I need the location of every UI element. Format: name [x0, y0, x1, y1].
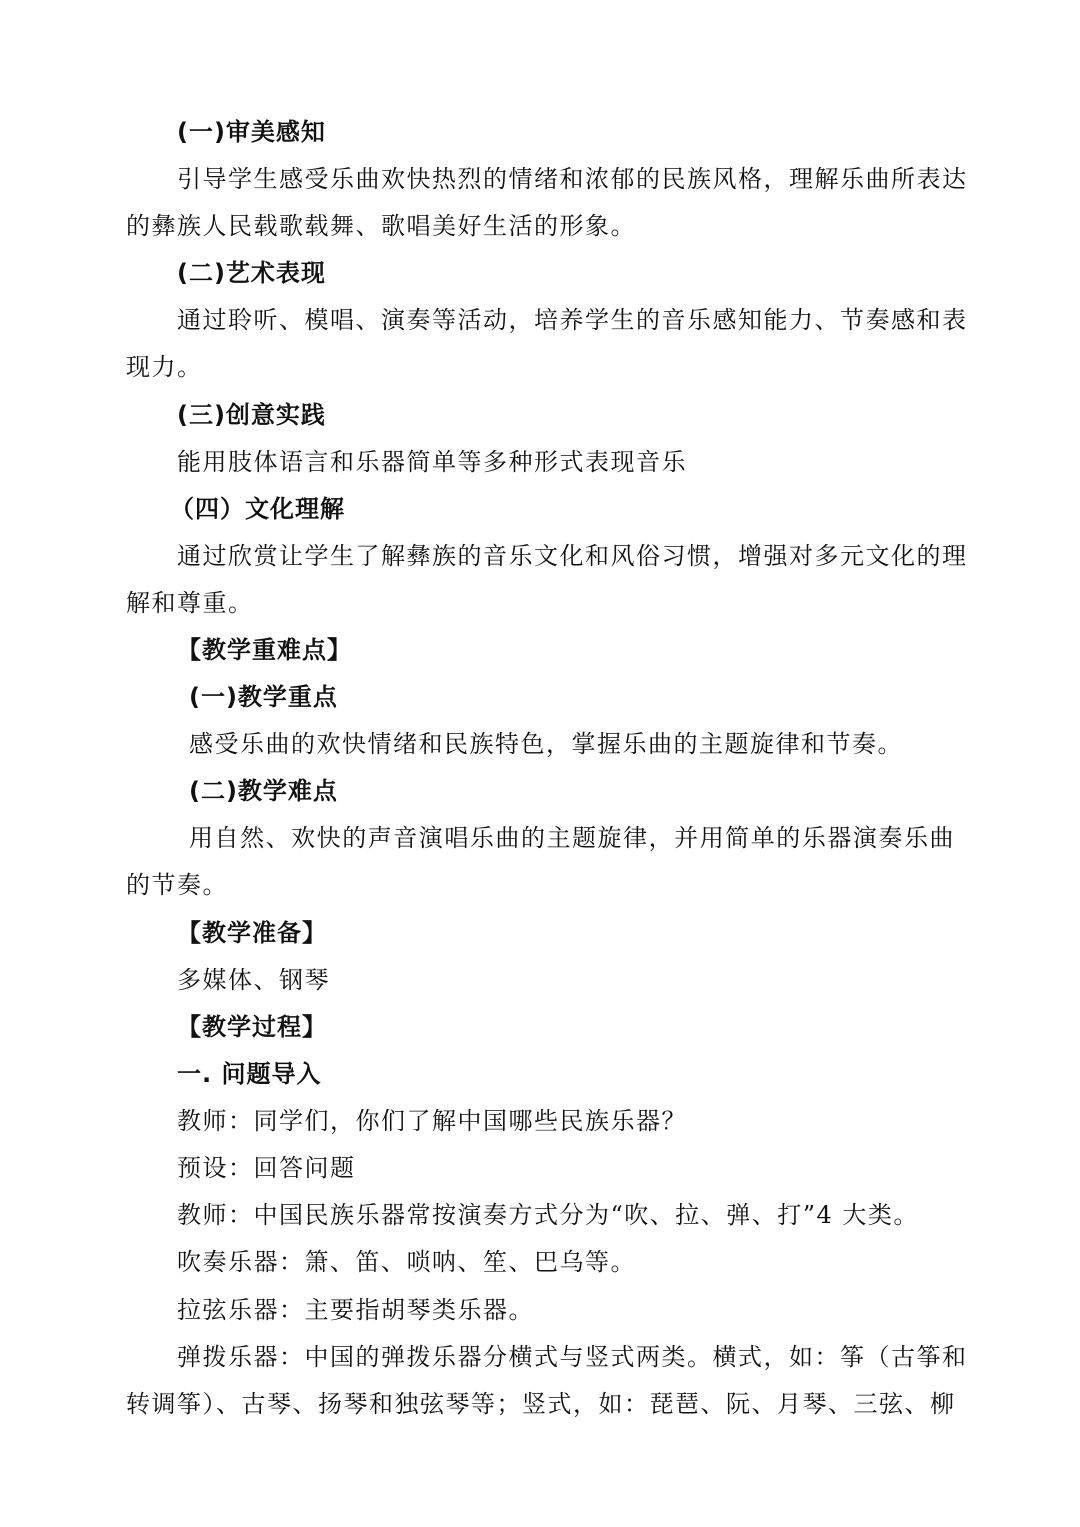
process-line-6: 弹拨乐器：中国的弹拨乐器分横式与竖式两类。横式，如：筝（古筝和: [177, 1343, 968, 1371]
process-line-4: 吹奏乐器：箫、笛、唢呐、笙、巴乌等。: [177, 1248, 636, 1276]
artistic-paragraph-line-2: 现力。: [126, 353, 203, 381]
aesthetic-paragraph-line-1: 引导学生感受乐曲欢快热烈的情绪和浓郁的民族风格，理解乐曲所表达: [177, 165, 968, 193]
artistic-paragraph-line-1: 通过聆听、模唱、演奏等活动，培养学生的音乐感知能力、节奏感和表: [177, 306, 968, 334]
process-line-1: 教师：同学们，你们了解中国哪些民族乐器？: [177, 1107, 687, 1135]
teaching-process-heading: 【教学过程】: [177, 1013, 327, 1041]
teaching-focus-text: 感受乐曲的欢快情绪和民族特色，掌握乐曲的主题旋律和节奏。: [189, 730, 903, 758]
process-line-7: 转调筝）、古琴、扬琴和独弦琴等；竖式，如：琵琶、阮、月琴、三弦、柳: [126, 1390, 956, 1418]
teaching-difficulty-heading: (二)教学难点: [189, 777, 338, 805]
teaching-difficulty-line-2: 的节奏。: [126, 871, 228, 899]
teaching-preparation-text: 多媒体、钢琴: [177, 966, 330, 994]
aesthetic-perception-heading: (一)审美感知: [177, 118, 326, 146]
creative-practice-heading: (三)创意实践: [177, 401, 326, 429]
teaching-focus-heading: (一)教学重点: [189, 683, 338, 711]
cultural-paragraph-line-1: 通过欣赏让学生了解彝族的音乐文化和风俗习惯，增强对多元文化的理: [177, 542, 968, 570]
teaching-difficulty-line-1: 用自然、欢快的声音演唱乐曲的主题旋律，并用简单的乐器演奏乐曲: [189, 824, 955, 852]
cultural-paragraph-line-2: 解和尊重。: [126, 589, 254, 617]
creative-paragraph-line-1: 能用肢体语言和乐器简单等多种形式表现音乐: [177, 448, 687, 476]
teaching-preparation-heading: 【教学准备】: [177, 919, 327, 947]
teaching-key-points-heading: 【教学重难点】: [177, 636, 352, 664]
cultural-understanding-heading: （四）文化理解: [170, 495, 345, 523]
question-introduction-heading: 一. 问题导入: [177, 1060, 322, 1088]
artistic-expression-heading: (二)艺术表现: [177, 259, 326, 287]
process-line-5: 拉弦乐器：主要指胡琴类乐器。: [177, 1296, 534, 1324]
aesthetic-paragraph-line-2: 的彝族人民载歌载舞、歌唱美好生活的形象。: [126, 212, 636, 240]
process-line-2: 预设：回答问题: [177, 1154, 356, 1182]
process-line-3: 教师：中国民族乐器常按演奏方式分为“吹、拉、弹、打”4 大类。: [177, 1201, 919, 1229]
